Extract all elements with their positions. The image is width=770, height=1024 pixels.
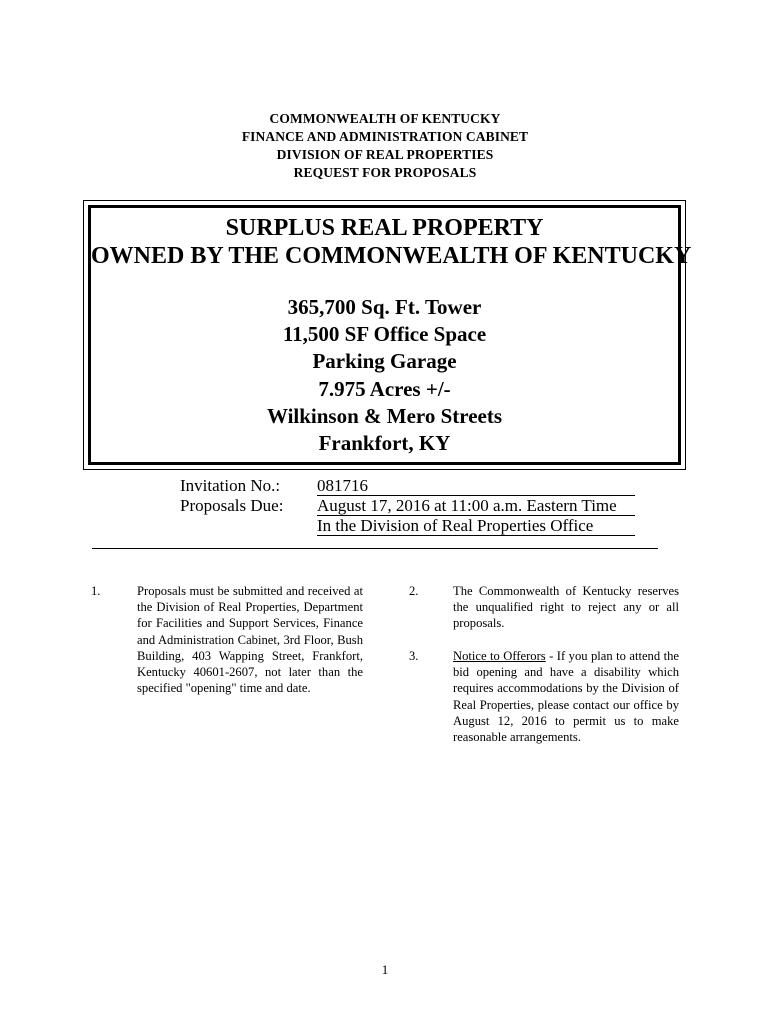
invitation-label: Invitation No.: [180,476,281,495]
page-number: 1 [381,962,389,977]
property-box [83,200,692,470]
header-line-2: FINANCE AND ADMINISTRATION CABINET [241,129,529,144]
detail-city: Frankfort, KY [318,431,451,456]
item-1-number: 1. [91,584,101,598]
property-box-inner [88,205,692,465]
notice-to-offerors-link: Notice to Offerors [453,649,546,663]
detail-tower: 365,700 Sq. Ft. Tower [287,295,482,319]
document-header [0,110,770,182]
box-title-1: SURPLUS REAL PROPERTY [225,215,544,241]
invitation-number: 081716 [317,476,635,496]
item-1-text: Proposals must be submitted and received at the Division of Real Properties, Department for Facilities and Support Services, Finance and Administration Cabinet, 3rd Floor, Bush Building, 403 Wapping Street, Frankfort, Kentucky 40601-2607, not later than the specified "opening" time and date. [137,584,363,696]
box-title-2: OWNED BY THE COMMONWEALTH OF KENTUCKY [91,243,692,269]
proposals-due-label: Proposals Due: [180,496,284,515]
item-2-number: 2. [409,584,419,598]
detail-acres: 7.975 Acres +/- [318,376,451,401]
item-3-paragraph [453,648,679,745]
item-2-text: The Commonwealth of Kentucky reserves the unqualified right to reject any or all proposals. [453,584,679,631]
proposals-location: In the Division of Real Properties Office [317,516,635,536]
proposals-due-value: August 17, 2016 at 11:00 a.m. Eastern Time [317,496,635,516]
property-details [91,294,678,457]
item-3-text: - If you plan to attend the bid opening and have a disability which requires accommodations by the Division of Real Properties, please contact our office by August 12, 2016 to permit us to make reasonable arrangements. [453,649,679,745]
header-line-4: REQUEST FOR PROPOSALS [293,165,477,180]
detail-parking: Parking Garage [312,349,457,374]
header-line-3: DIVISION OF REAL PROPERTIES [276,147,494,162]
detail-office-space: 11,500 SF Office Space [282,322,487,347]
item-3-number: 3. [409,649,419,663]
header-line-1: COMMONWEALTH OF KENTUCKY [269,111,501,126]
divider-rule [92,548,658,549]
detail-streets: Wilkinson & Mero Streets [266,403,503,428]
